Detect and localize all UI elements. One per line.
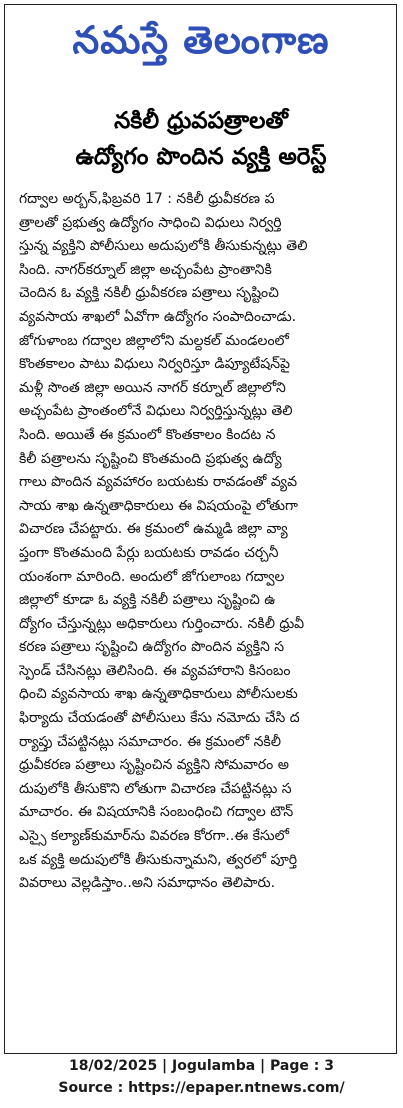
article-body-line: వ్యవసాయ శాఖలో ఏవోగా ఉద్యోగం సంపాదించాడు. (19, 308, 297, 325)
article-body-line: దుపులోకి తీసుకొని లోతుగా విచారణ చేపట్టినట్లు స (19, 780, 292, 797)
article-body-line: వివరాలు వెల్లడిస్తాం..అని సమాధానం తెలిపారు. (19, 875, 276, 892)
article-body-line: చెందిన ఓ వ్యక్తి నకిలీ ధ్రువీకరణ పత్రాలు సృష్టించి (19, 285, 279, 302)
article-body-line: ఎస్సై కల్యాణ్‌కుమార్‌ను వివరణ కోరగా..ఈ కేసులో (19, 828, 290, 845)
article-body-line: ధించి వ్యవసాయ శాఖ ఉన్నతాధికారులు పోలీసులకు (19, 686, 298, 703)
edition-info: 18/02/2025 | Jogulamba | Page : 3 (69, 1058, 334, 1074)
headline-line: నకిలీ ధ్రువపత్రాలతో (114, 108, 288, 134)
article-body-line: కిలీ పత్రాలను సృష్టించి కొంతమంది ప్రభుత్వ ఉద్యో (19, 450, 282, 467)
article-body-line: విచారణ చేపట్టారు. ఈ క్రమంలో ఉమ్మడి జిల్లా వ్యా (19, 521, 288, 538)
article-body-line: కరణ పత్రాలు సృష్టించి ఉద్యోగం పొందిన వ్యక్తిని స (19, 639, 285, 656)
source-link[interactable]: Source : https://epaper.ntnews.com/ (58, 1080, 345, 1096)
article-body-line: స్పెండ్ చేసినట్లు తెలిసింది. ఈ వ్యవహారాని కిసంబం (19, 662, 291, 679)
article-body-line: యంశంగా మారింది. అందులో జోగులాంబ గద్వాల (19, 568, 285, 585)
article-body-line: మళ్లీ సొంత జిల్లా అయిన నాగర్ కర్నూల్ జిల్లాలోని (19, 379, 286, 396)
article-body (19, 188, 384, 896)
article-body-line: త్రాలతో ప్రభుత్వ ఉద్యోగం సాధించి విధులు నిర్వర్తి (19, 214, 282, 231)
article-body-line: సింది. అయితే ఈ క్రమంలో కొంతకాలం కిందట న (19, 426, 276, 443)
newspaper-masthead: నమస్తే తెలంగాణ (72, 18, 330, 62)
article-body-line: ధ్రువీకరణ పత్రాలు సృష్టించిన వ్యక్తిని సోమవారం అ (19, 757, 289, 774)
article-body-line: ఒక వ్యక్తి అదుపులోకి తీసుకున్నామని, త్వరలో పూర్తి (19, 851, 298, 868)
article-body-line: కొంతకాలం పాటు విధులు నిర్వరిస్తూ డిప్యూటేషన్‌పై (19, 356, 291, 373)
article-body-line: ద్యోగం చేస్తున్నట్లు అధికారులు గుర్తించారు. నకిలీ ధ్రువీ (19, 615, 305, 632)
article-body-line: అచ్చంపేట ప్రాంతంలోనే విధులు నిర్వర్తిస్తున్నట్లు తెలి (19, 403, 293, 420)
article-body-line: సింది. నాగర్‌కర్నూల్ జిల్లా అచ్చంపేట ప్రాంతానికి (19, 261, 272, 278)
article-body-line: జోగుళాంబ గద్వాల జిల్లాలోని మల్దకల్ మండలంలో (19, 332, 289, 349)
article-body-line: ప్తంగా కొంతమంది పేర్లు బయటకు రావడం చర్చనీ (19, 544, 279, 561)
article-clipping (4, 4, 397, 1054)
article-body-line: గాలు పొందిన వ్యవహారం బయటకు రావడంతో వ్యవ (19, 474, 298, 491)
article-body-line: ర్యాప్తు చేపట్టినట్లు సమాచారం. ఈ క్రమంలో నకిలీ (19, 733, 281, 750)
article-body-line: స్తున్న వ్యక్తిని పోలీసులు అదుపులోకి తీసుకున్నట్లు తెలి (19, 238, 308, 255)
article-headline (13, 103, 389, 175)
headline-line: ఉద్యోగం పొందిన వ్యక్తి అరెస్ట్ (75, 144, 327, 170)
article-body-line: మాచారం. ఈ విషయానికి సంబంధించి గద్వాల టౌన్ (19, 804, 294, 821)
article-body-line: ఫిర్యాదు చేయడంతో పోలీసులు కేసు నమోదు చేసి ద (19, 710, 300, 727)
article-body-line: సాయ శాఖ ఉన్నతాధికారులు ఈ విషయంపై లోతుగా (19, 497, 298, 514)
article-body-line: జిల్లాలో కూడా ఓ వ్యక్తి నకిలీ పత్రాలు సృష్టించి ఉ (19, 592, 276, 609)
article-body-line: గద్వాల అర్బన్,ఫిబ్రవరి 17 : నకిలీ ధ్రువీకరణ ప (19, 191, 275, 207)
